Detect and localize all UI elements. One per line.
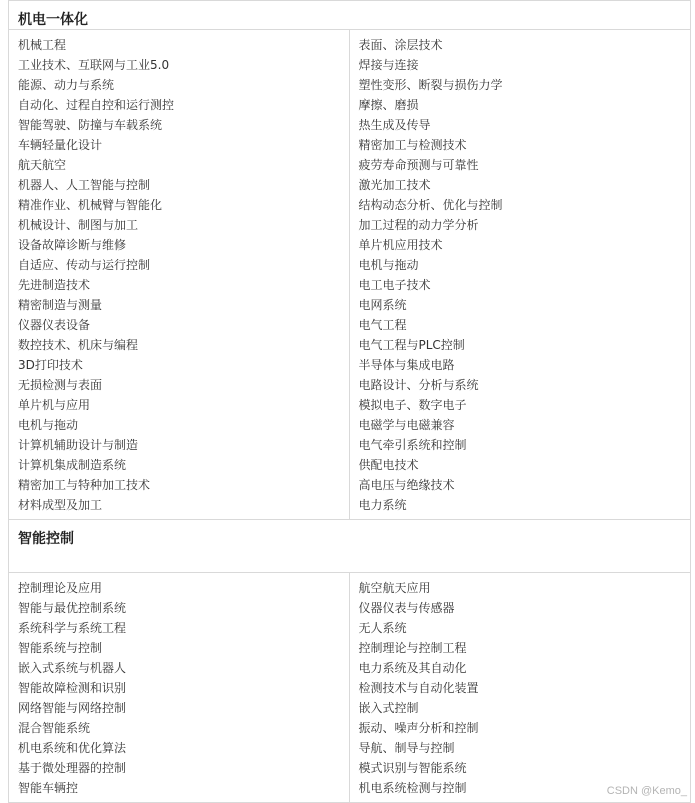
list-item: 机电系统检测与控制 [358,781,467,795]
list-item: 航天航空 [18,158,67,172]
list-item: 模拟电子、数字电子 [358,398,467,412]
list-item: 智能与最优控制系统 [18,601,127,615]
list-item: 智能驾驶、防撞与车载系统 [18,118,163,132]
list-item: 单片机与应用 [18,398,91,412]
list-item: 热生成及传导 [358,118,431,132]
list-item: 摩擦、磨损 [358,98,419,112]
list-item: 混合智能系统 [18,721,91,735]
list-item: 供配电技术 [358,458,419,472]
list-item: 加工过程的动力学分析 [358,218,479,232]
list-item: 机器人、人工智能与控制 [18,178,151,192]
section-title-intelligent-control: 智能控制 [8,520,691,573]
left-column [9,573,350,802]
document-table [8,0,691,803]
list-item: 智能故障检测和识别 [18,681,127,695]
list-item: 工业技术、互联网与工业5.0 [18,58,170,72]
list-item: 控制理论及应用 [18,581,103,595]
right-column [350,30,691,519]
list-item: 材料成型及加工 [18,498,103,512]
section-body-mechatronics [8,30,691,520]
list-item: 电网系统 [358,298,407,312]
list-item: 无人系统 [358,621,407,635]
list-item: 焊接与连接 [358,58,419,72]
list-item: 智能车辆控 [18,781,79,795]
list-item: 检测技术与自动化装置 [358,681,479,695]
list-item: 导航、制导与控制 [358,741,455,755]
list-item: 先进制造技术 [18,278,91,292]
list-item: 航空航天应用 [358,581,431,595]
left-column [9,30,350,519]
list-item: 电机与拖动 [18,418,79,432]
list-item: 表面、涂层技术 [358,38,443,52]
list-item: 嵌入式控制 [358,701,419,715]
list-item: 仪器仪表设备 [18,318,91,332]
list-item: 自适应、传动与运行控制 [18,258,151,272]
list-item: 激光加工技术 [358,178,431,192]
list-item: 计算机辅助设计与制造 [18,438,139,452]
list-item: 电气工程 [358,318,407,332]
list-item: 精密加工与特种加工技术 [18,478,151,492]
list-item: 系统科学与系统工程 [18,621,127,635]
list-item: 控制理论与控制工程 [358,641,467,655]
list-item: 电气牵引系统和控制 [358,438,467,452]
list-item: 精准作业、机械臂与智能化 [18,198,163,212]
watermark-text: CSDN @Kemo_ [606,785,687,797]
list-item: 电工电子技术 [358,278,431,292]
list-item: 基于微处理器的控制 [18,761,127,775]
list-item: 结构动态分析、优化与控制 [358,198,503,212]
list-item: 计算机集成制造系统 [18,458,127,472]
list-item: 仪器仪表与传感器 [358,601,455,615]
list-item: 精密制造与测量 [18,298,103,312]
section-title-mechatronics: 机电一体化 [8,0,691,30]
list-item: 电磁学与电磁兼容 [358,418,455,432]
list-item: 电气工程与PLC控制 [358,338,465,352]
list-item: 自动化、过程自控和运行测控 [18,98,175,112]
list-item: 电路设计、分析与系统 [358,378,479,392]
list-item: 电力系统 [358,498,407,512]
list-item: 嵌入式系统与机器人 [18,661,127,675]
list-item: 高电压与绝缘技术 [358,478,455,492]
list-item: 半导体与集成电路 [358,358,455,372]
list-item: 智能系统与控制 [18,641,103,655]
list-item: 数控技术、机床与编程 [18,338,139,352]
list-item: 无损检测与表面 [18,378,103,392]
list-item: 单片机应用技术 [358,238,443,252]
list-item: 车辆轻量化设计 [18,138,103,152]
list-item: 网络智能与网络控制 [18,701,127,715]
list-item: 机械设计、制图与加工 [18,218,139,232]
section-body-intelligent-control [8,573,691,803]
list-item: 设备故障诊断与维修 [18,238,127,252]
list-item: 塑性变形、断裂与损伤力学 [358,78,503,92]
list-item: 振动、噪声分析和控制 [358,721,479,735]
list-item: 机械工程 [18,38,67,52]
list-item: 模式识别与智能系统 [358,761,467,775]
list-item: 机电系统和优化算法 [18,741,127,755]
list-item: 疲劳寿命预测与可靠性 [358,158,479,172]
list-item: 能源、动力与系统 [18,78,115,92]
list-item: 电机与拖动 [358,258,419,272]
list-item: 精密加工与检测技术 [358,138,467,152]
list-item: 3D打印技术 [18,358,83,372]
list-item: 电力系统及其自动化 [358,661,467,675]
right-column [350,573,691,802]
